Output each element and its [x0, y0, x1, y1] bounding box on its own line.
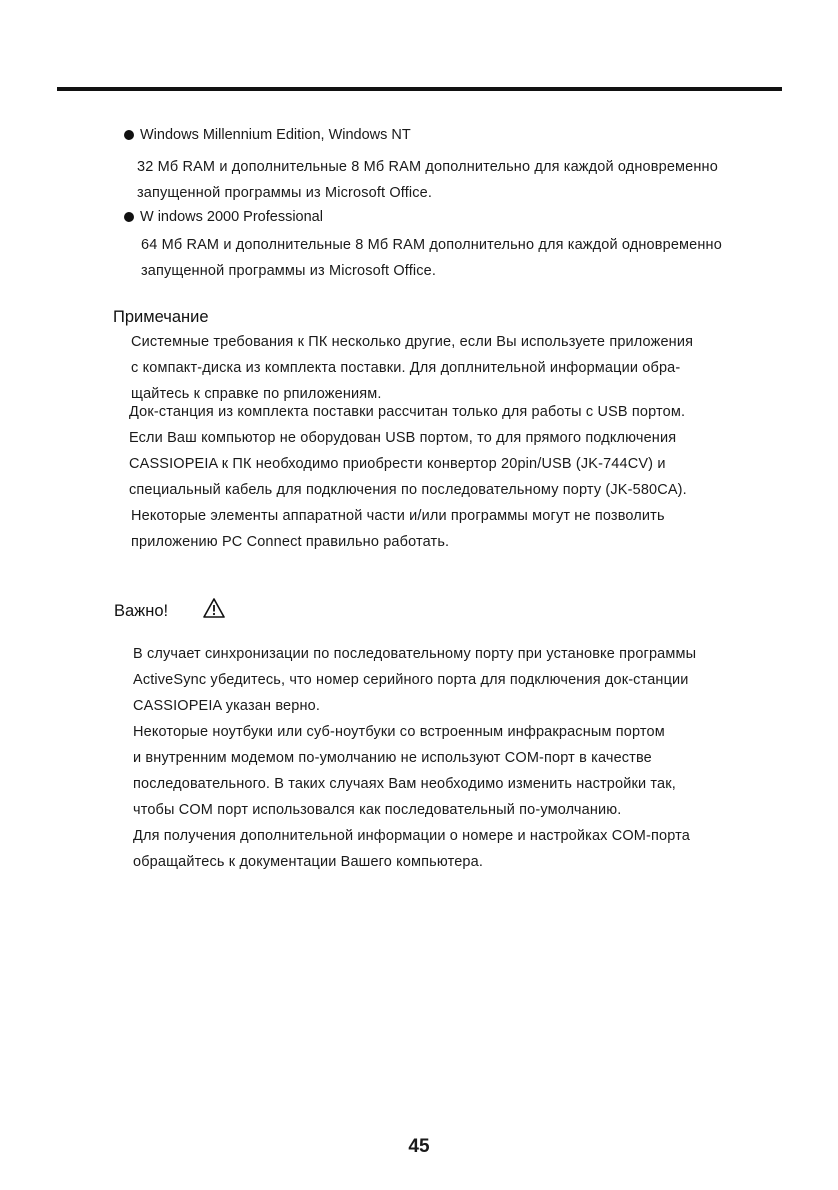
text-line: специальный кабель для подключения по последовательному порту (JK-580CA). [129, 482, 687, 498]
requirement-detail-1 [137, 154, 718, 206]
note-paragraph-1 [131, 329, 693, 407]
text-line: 32 Мб RAM и дополнительные 8 Мб RAM дополнительно для каждой одновременно [137, 159, 718, 175]
text-line: Док-станция из комплекта поставки рассчитан только для работы с USB портом. [129, 404, 686, 420]
text-line: Для получения дополнительной информации о номере и настройках COM-порта [133, 828, 690, 844]
top-rule [57, 87, 782, 91]
text-line: приложению PC Connect правильно работать. [131, 534, 450, 550]
note-paragraph-2 [129, 399, 687, 503]
requirement-detail-2 [141, 232, 722, 284]
text-line: чтобы COM порт использовался как последовательный по-умолчанию. [133, 802, 622, 818]
text-line: и внутренним модемом по-умолчанию не используют COM-порт в качестве [133, 750, 652, 766]
text-line: запущенной программы из Microsoft Office. [141, 263, 437, 279]
requirement-os-2 [124, 204, 323, 230]
text-line: В случает синхронизации по последовательному порту при установке программы [133, 646, 697, 662]
text-line: Системные требования к ПК несколько другие, если Вы используете приложения [131, 334, 694, 350]
text-line: запущенной программы из Microsoft Office. [137, 185, 433, 201]
note-heading: Примечание [113, 308, 209, 326]
text-line: CASSIOPEIA к ПК необходимо приобрести конвертор 20pin/USB (JK-744CV) и [129, 456, 666, 472]
warning-triangle-icon [203, 598, 225, 618]
note-paragraph-3 [131, 503, 665, 555]
important-text [133, 641, 696, 875]
text-line: Некоторые ноутбуки или суб-ноутбуки со встроенным инфракрасным портом [133, 724, 665, 740]
text-line: 64 Мб RAM и дополнительные 8 Мб RAM дополнительно для каждой одновременно [141, 237, 722, 253]
page-number: 45 [408, 1136, 430, 1157]
requirement-os-label: W indows 2000 Professional [140, 209, 323, 225]
bullet-icon [124, 130, 134, 140]
requirement-os-label: Windows Millennium Edition, Windows NT [140, 127, 411, 143]
text-line: CASSIOPEIA указан верно. [133, 698, 320, 714]
text-line: обращайтесь к документации Вашего компьютера. [133, 854, 484, 870]
text-line: с компакт-диска из комплекта поставки. Для доплнительной информации обра- [131, 360, 681, 376]
text-line: Некоторые элементы аппаратной части и/или программы могут не позволить [131, 508, 665, 524]
text-line: Если Ваш компьютор не оборудован USB портом, то для прямого подключения [129, 430, 677, 446]
bullet-icon [124, 212, 134, 222]
text-line: ActiveSync убедитесь, что номер серийного порта для подключения док-станции [133, 672, 689, 688]
requirement-os-1 [124, 122, 411, 148]
text-line: щайтесь к справке по рпиложениям. [131, 386, 382, 402]
important-heading: Важно! [114, 602, 169, 620]
text-line: последовательного. В таких случаях Вам необходимо изменить настройки так, [133, 776, 676, 792]
